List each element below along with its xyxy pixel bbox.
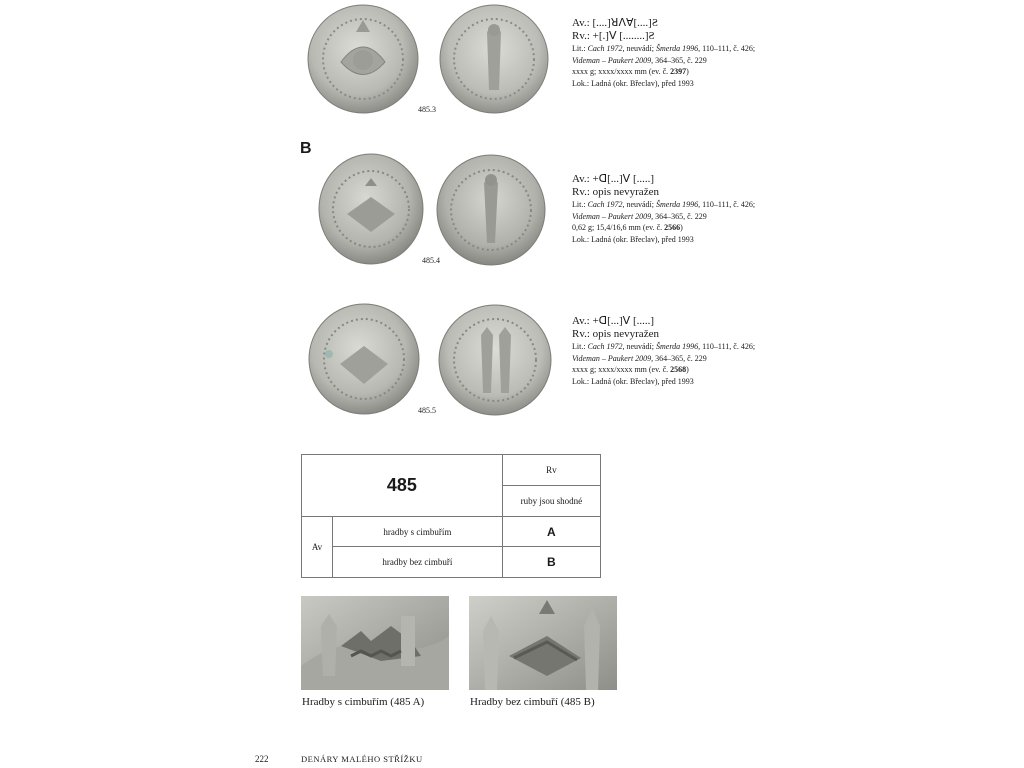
row-value: B [502,547,600,578]
type-number: 485 [302,455,503,517]
row-value: A [502,517,600,547]
obverse-legend: Av.: +ꓷ[...]ꓦ [.....] [572,315,655,327]
coin-reverse-485-3 [437,2,551,116]
literature: Lit.: Cach 1972, neuvádí; Šmerda 1996, 110–111, č. 426; [572,342,756,351]
reverse-legend: Rv.: opis nevyražen [572,328,659,340]
literature: Lit.: Cach 1972, neuvádí; Šmerda 1996, 110–111, č. 426; [572,44,756,53]
caption-right: Hradby bez cimbuří (485 B) [470,696,595,708]
reverse-legend: Rv.: +[.]ꓦ [........]Ƨ [572,30,655,42]
find-location: Lok.: Ladná (okr. Břeclav), před 1993 [572,234,694,244]
weight-size: xxxx g; xxxx/xxxx mm (ev. č. 2568) [572,365,689,374]
coin-info-485-5 [572,315,755,387]
section-letter: B [300,140,312,157]
coin-obverse-485-3 [306,2,420,116]
figure-number: 485.3 [418,105,436,114]
coin-reverse-485-5 [437,303,553,417]
coin-obverse-485-5 [307,302,421,416]
variant-table [301,454,601,578]
obverse-legend: Av.: +ꓷ[...]ꓦ [.....] [572,173,655,185]
row-label: hradby s cimbuřím [333,517,503,547]
coin-info-485-3 [572,17,755,89]
literature-cont: Videman – Paukert 2009, 364–365, č. 229 [572,55,707,65]
coin-info-485-4 [572,173,755,245]
av-label: Av [302,517,333,578]
figure-number: 485.4 [422,256,440,265]
literature: Lit.: Cach 1972, neuvádí; Šmerda 1996, 110–111, č. 426; [572,200,756,209]
detail-image-without-battlements [469,596,617,690]
literature-cont: Videman – Paukert 2009, 364–365, č. 229 [572,353,707,363]
obverse-legend: Av.: [....]ꓤꓥꓯ[....]Ƨ [572,17,658,29]
find-location: Lok.: Ladná (okr. Břeclav), před 1993 [572,78,694,88]
figure-number: 485.5 [418,406,436,415]
caption-left: Hradby s cimbuřím (485 A) [302,696,425,708]
row-label: hradby bez cimbuří [333,547,503,578]
running-title: DENÁRY MALÉHO STŘÍŽKU [301,754,423,764]
detail-image-with-battlements [301,596,449,690]
weight-size: xxxx g; xxxx/xxxx mm (ev. č. 2397) [572,67,689,76]
coin-obverse-485-4 [317,152,425,266]
literature-cont: Videman – Paukert 2009, 364–365, č. 229 [572,211,707,221]
weight-size: 0,62 g; 15,4/16,6 mm (ev. č. 2566) [572,223,683,232]
coin-reverse-485-4 [435,153,547,267]
reverse-legend: Rv.: opis nevyražen [572,186,659,198]
page-number: 222 [255,754,269,764]
rv-note: ruby jsou shodné [502,486,600,517]
rv-header: Rv [502,455,600,486]
find-location: Lok.: Ladná (okr. Břeclav), před 1993 [572,376,694,386]
